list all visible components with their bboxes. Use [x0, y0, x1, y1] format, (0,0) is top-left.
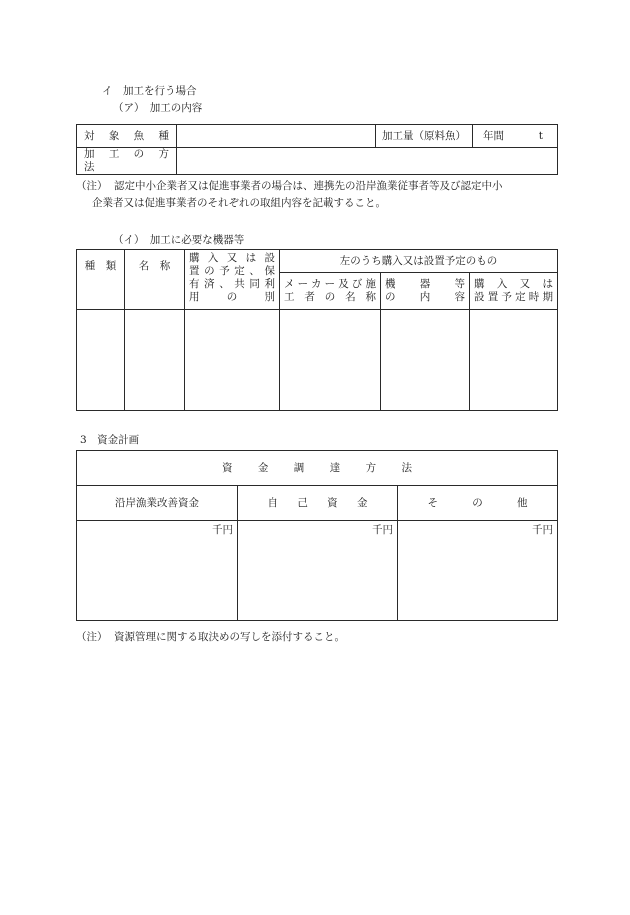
other-fund-unit: 千円: [532, 524, 554, 536]
section-processing-content: （ア） 加工の内容: [113, 102, 203, 114]
processing-method-value[interactable]: [177, 148, 558, 175]
target-species-value[interactable]: [177, 125, 376, 148]
note-2: [76, 630, 345, 644]
note-1-marker: （注）: [76, 180, 108, 192]
coastal-fund-cell[interactable]: [77, 521, 238, 621]
note-1-line-1: 認定中小企業者又は促進事業者の場合は、連携先の沿岸漁業従事者等及び認定中小: [114, 180, 503, 192]
processing-content-table: [76, 124, 558, 175]
annual-amount[interactable]: [473, 125, 558, 148]
annual-label: 年間: [483, 129, 504, 142]
note-2-text: 資源管理に関する取決めの写しを添付すること。: [114, 631, 345, 643]
name-cell[interactable]: [125, 310, 185, 411]
note-2-marker: （注）: [76, 631, 108, 643]
coastal-fund-unit: 千円: [212, 524, 233, 536]
note-1: [76, 178, 503, 212]
own-fund-cell[interactable]: [238, 521, 398, 621]
maker-header: メーカー及び施 工者の名称: [280, 273, 381, 310]
planned-header: 左のうち購入又は設置予定のもの: [280, 250, 558, 273]
fund-method-header: 資 金 調 達 方 法: [77, 451, 558, 486]
status-cell[interactable]: [185, 310, 280, 411]
amount-label: 加工量（原料魚）: [376, 125, 473, 148]
timing-cell[interactable]: [470, 310, 558, 411]
content-cell[interactable]: [381, 310, 470, 411]
coastal-fund-header: 沿岸漁業改善資金: [77, 486, 238, 521]
other-fund-header: そ の 他: [398, 486, 558, 521]
own-fund-header: 自 己 資 金: [238, 486, 398, 521]
section-processing-case: イ 加工を行う場合: [102, 85, 197, 97]
fund-plan-table: [76, 450, 558, 621]
section-fund-plan: 3 資金計画: [80, 434, 140, 446]
timing-header: 購入又は 設置予定時期: [470, 273, 558, 310]
target-species-label: 対 象 魚 種: [77, 125, 177, 148]
equipment-table: [76, 249, 558, 411]
note-1-line-2: 企業者又は促進事業者のそれぞれの取組内容を記載すること。: [92, 197, 386, 209]
content-header: 機 器 等 の 内 容: [381, 273, 470, 310]
other-fund-cell[interactable]: [398, 521, 558, 621]
section-equipment-heading: （イ） 加工に必要な機器等: [113, 234, 245, 246]
processing-method-label: 加 工 の 方 法: [77, 148, 177, 175]
name-header: 名 称: [125, 250, 185, 310]
status-header: 購入又は設 置の予定、保 有済、共同利 用 の 別: [185, 250, 280, 310]
kind-header: 種 類: [77, 250, 125, 310]
maker-cell[interactable]: [280, 310, 381, 411]
own-fund-unit: 千円: [372, 524, 393, 536]
kind-cell[interactable]: [77, 310, 125, 411]
ton-unit: t: [538, 129, 543, 142]
